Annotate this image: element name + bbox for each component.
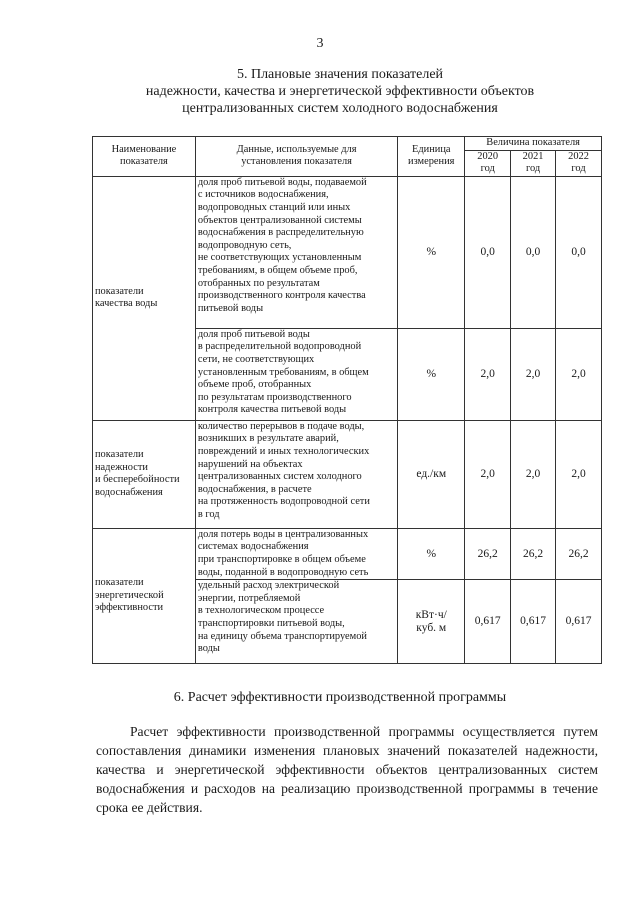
year-label: 2021 bbox=[522, 150, 544, 162]
value-cell-2022: 2,0 bbox=[556, 420, 602, 528]
unit-cell bbox=[398, 420, 465, 528]
indicator-source-data bbox=[195, 420, 397, 528]
section-5-title bbox=[60, 66, 620, 117]
section-5-title-line: централизованных систем холодного водоснабжения bbox=[182, 101, 498, 116]
source-data-line: на протяженность водопроводной сети bbox=[197, 496, 370, 508]
source-data-line: водоснабжения, в расчете bbox=[197, 483, 312, 495]
value-cell-2022: 0,617 bbox=[556, 580, 602, 664]
indicator-group-name-line: показатели bbox=[95, 449, 144, 461]
unit-line: кВт·ч/ bbox=[415, 609, 447, 622]
year-suffix: год bbox=[480, 163, 495, 175]
value-cell-2021: 2,0 bbox=[511, 328, 556, 420]
indicator-group-name bbox=[93, 420, 196, 528]
table-row bbox=[93, 176, 602, 328]
unit-cell bbox=[398, 328, 465, 420]
header-indicator-name: Наименование показателя bbox=[93, 137, 196, 177]
unit-line: куб. м bbox=[416, 621, 447, 634]
source-data-line: доля потерь воды в централизованных bbox=[197, 528, 369, 540]
source-data-line: питьевой воды bbox=[197, 302, 264, 314]
year-suffix: год bbox=[571, 163, 586, 175]
indicator-source-data bbox=[195, 328, 397, 420]
value-cell-2020: 2,0 bbox=[465, 420, 511, 528]
value-cell-2021: 26,2 bbox=[511, 528, 556, 579]
source-data-line: транспортировки питьевой воды, bbox=[197, 617, 345, 629]
source-data-line: объектов централизованной системы bbox=[197, 214, 362, 226]
indicator-group-name bbox=[93, 176, 196, 420]
source-data-line: установленным требованиям, в общем bbox=[197, 366, 369, 378]
table-row bbox=[93, 528, 602, 579]
value-cell-2022: 0,0 bbox=[556, 176, 602, 328]
indicator-group-name bbox=[93, 528, 196, 663]
header-value: Величина показателя bbox=[465, 137, 602, 151]
value-cell-2021: 0,0 bbox=[511, 176, 556, 328]
source-data-line: системах водоснабжения bbox=[197, 541, 309, 553]
source-data-line: отобранных по результатам bbox=[197, 277, 320, 289]
indicator-group-name-line: энергетической bbox=[95, 589, 164, 601]
source-data-line: возникших в результате аварий, bbox=[197, 433, 339, 445]
source-data-line: водоснабжения в распределительную bbox=[197, 227, 364, 239]
header-year-2021 bbox=[511, 150, 556, 176]
value-cell-2020: 26,2 bbox=[465, 528, 511, 579]
unit-line: % bbox=[426, 367, 437, 380]
source-data-line: не соответствующих установленным bbox=[197, 252, 362, 264]
year-label: 2020 bbox=[477, 150, 499, 162]
source-data-line: объеме проб, отобранных bbox=[197, 379, 312, 391]
body-paragraph: Расчет эффективности производственной программы осуществляется путем сопоставления динамики изменения плановых значений показателей надежности, качества и энергетической эффективности объектов централизованных систем водоснабжения и расходов на реализацию производственной программы в течение срока ее действия. bbox=[96, 724, 598, 815]
unit-line: ед./км bbox=[416, 467, 447, 480]
header-year-2020 bbox=[465, 150, 511, 176]
source-data-line: централизованных систем холодного bbox=[197, 471, 362, 483]
indicator-source-data bbox=[195, 580, 397, 664]
source-data-line: воды bbox=[197, 643, 220, 655]
section-6-title: 6. Расчет эффективности производственной программы bbox=[173, 690, 507, 705]
value-cell-2022: 26,2 bbox=[556, 528, 602, 579]
source-data-line: производственного контроля качества bbox=[197, 290, 366, 302]
source-data-line: доля проб питьевой воды bbox=[197, 328, 310, 340]
unit-cell bbox=[398, 176, 465, 328]
indicator-group-name-line: и бесперебойности bbox=[95, 474, 180, 486]
source-data-line: водопроводных станций или иных bbox=[197, 201, 351, 213]
value-cell-2020: 0,0 bbox=[465, 176, 511, 328]
indicator-group-name-line: показатели bbox=[95, 285, 144, 297]
indicator-source-data bbox=[195, 176, 397, 328]
value-cell-2022: 2,0 bbox=[556, 328, 602, 420]
source-data-line: по результатам производственного bbox=[197, 391, 352, 403]
source-data-line: контроля качества питьевой воды bbox=[197, 404, 347, 416]
section-5-title-line: надежности, качества и энергетической эффективности объектов bbox=[145, 84, 535, 99]
unit-cell bbox=[398, 528, 465, 579]
header-unit: Единица измерения bbox=[398, 137, 465, 177]
source-data-line: сети, не соответствующих bbox=[197, 353, 315, 365]
indicator-group-name-line: эффективности bbox=[95, 602, 164, 614]
source-data-line: доля проб питьевой воды, подаваемой bbox=[197, 176, 367, 188]
header-year-2022 bbox=[556, 150, 602, 176]
source-data-line: в год bbox=[197, 508, 220, 520]
indicator-group-name-line: водоснабжения bbox=[95, 486, 163, 498]
indicator-group-name-line: показатели bbox=[95, 577, 144, 589]
source-data-line: при транспортировке в общем объеме bbox=[197, 553, 366, 565]
table-row bbox=[93, 420, 602, 528]
source-data-line: требованиям, в общем объеме проб, bbox=[197, 264, 358, 276]
indicator-group-name-line: надежности bbox=[95, 461, 148, 473]
source-data-line: воды, поданной в водопроводную сеть bbox=[197, 566, 369, 578]
indicator-source-data bbox=[195, 528, 397, 579]
source-data-line: повреждений и иных технологических bbox=[197, 445, 370, 457]
header-source-data: Данные, используемые для установления показателя bbox=[195, 137, 397, 177]
page-number: 3 bbox=[316, 36, 324, 51]
indicators-table bbox=[92, 136, 602, 664]
unit-line: % bbox=[426, 245, 437, 258]
source-data-line: энергии, потребляемой bbox=[197, 592, 301, 604]
source-data-line: с источников водоснабжения, bbox=[197, 189, 329, 201]
source-data-line: удельный расход электрической bbox=[197, 580, 340, 592]
unit-line: % bbox=[426, 547, 437, 560]
source-data-line: нарушений на объектах bbox=[197, 458, 303, 470]
value-cell-2020: 2,0 bbox=[465, 328, 511, 420]
year-label: 2022 bbox=[568, 150, 589, 162]
source-data-line: в технологическом процессе bbox=[197, 605, 325, 617]
source-data-line: водопроводную сеть, bbox=[197, 239, 292, 251]
unit-cell bbox=[398, 580, 465, 664]
source-data-line: количество перерывов в подаче воды, bbox=[197, 420, 365, 432]
value-cell-2021: 0,617 bbox=[511, 580, 556, 664]
source-data-line: на единицу объема транспортируемой bbox=[197, 630, 367, 642]
value-cell-2020: 0,617 bbox=[465, 580, 511, 664]
indicator-group-name-line: качества воды bbox=[95, 298, 158, 310]
section-5-title-line: 5. Плановые значения показателей bbox=[236, 67, 444, 82]
value-cell-2021: 2,0 bbox=[511, 420, 556, 528]
source-data-line: в распределительной водопроводной bbox=[197, 341, 362, 353]
year-suffix: год bbox=[525, 163, 541, 175]
